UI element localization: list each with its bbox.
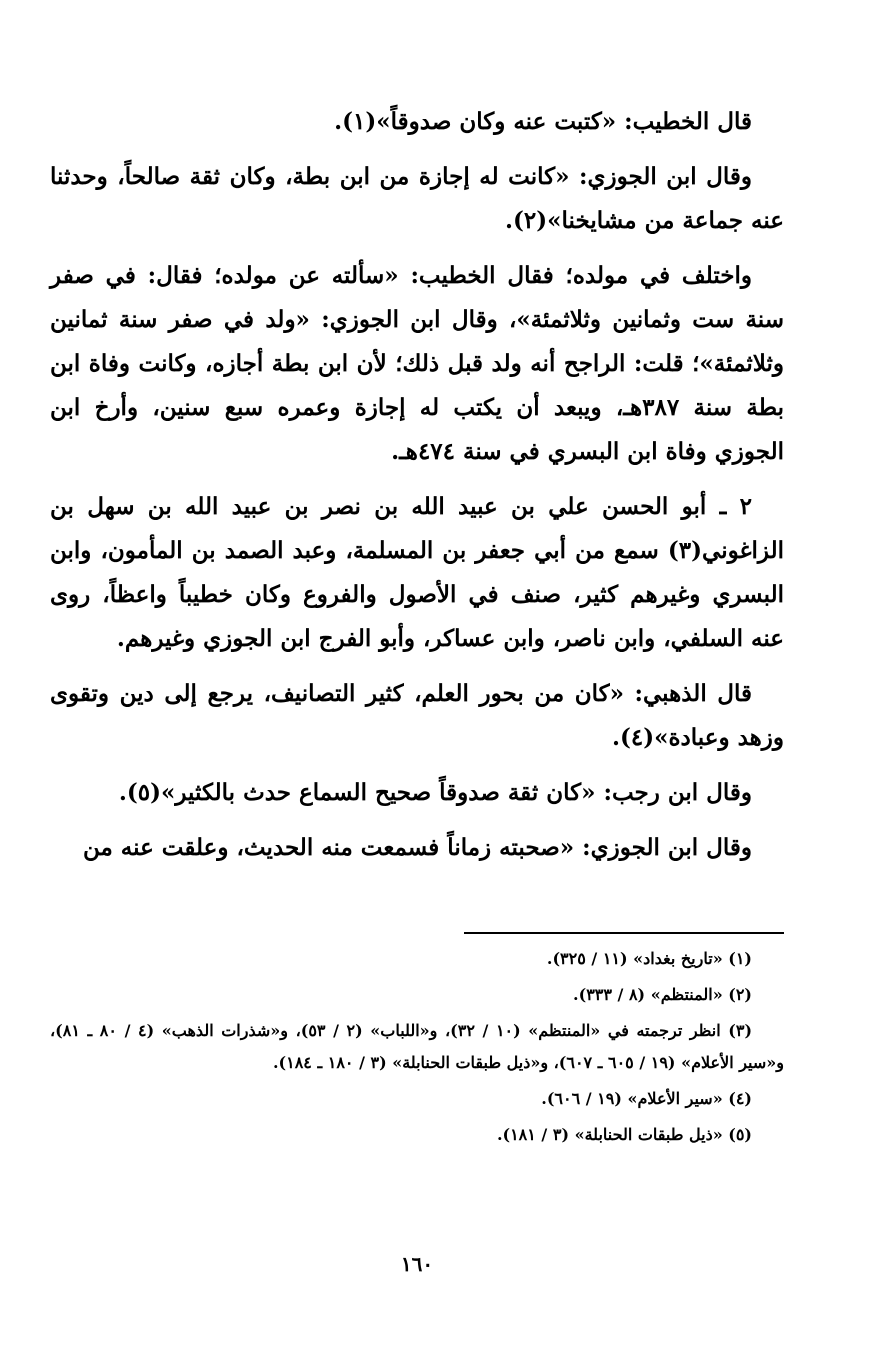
footnote-1: (١) «تاريخ بغداد» (١١ / ٣٢٥). [546, 949, 752, 968]
paragraph-dhahabi-quote: قال الذهبي: «كان من بحور العلم، كثير التصانيف، يرجع إلى دين وتقوى وزهد وعبادة»(٤). [50, 680, 784, 751]
paragraph-ibn-jawzi-quote: وقال ابن الجوزي: «كانت له إجازة من ابن بطة، وكان ثقة صالحاً، وحدثنا عنه جماعة من مشايخنا»(٢). [50, 163, 784, 234]
footnote-4: (٤) «سير الأعلام» (١٩ / ٦٠٦). [541, 1089, 752, 1108]
paragraph-birth-dispute: واختلف في مولده؛ فقال الخطيب: «سألته عن مولده؛ فقال: في صفر سنة ست وثمانين وثلاثمئة»، وقال ابن الجوزي: «ولد في صفر سنة ثمانين وثلاثمئة»؛ قلت: الراجح أنه ولد قبل ذلك؛ لأن ابن بطة أجازه، وكانت وفاة ابن بطة سنة ٣٨٧هـ، ويبعد أن يكتب له إجازة وعمره سبع سنين، وأرخ ابن الجوزي وفاة ابن البسري في سنة ٤٧٤هـ. [50, 262, 784, 465]
paragraph-zaghouni-entry: ٢ ـ أبو الحسن علي بن عبيد الله بن نصر بن عبيد الله بن سهل بن الزاغوني(٣) سمع من أبي جعفر بن المسلمة، وعبد الصمد بن المأمون، وابن البسري وغيرهم كثير، صنف في الأصول والفروع وكان خطيباً واعظاً، روى عنه السلفي، وابن ناصر، وابن عساكر، وأبو الفرج ابن الجوزي وغيرهم. [50, 493, 784, 652]
footnote-3: (٣) انظر ترجمته في «المنتظم» (١٠ / ٣٢)، و«اللباب» (٢ / ٥٣)، و«شذرات الذهب» (٤ / ٨٠ ـ ٨١)، و«سير الأعلام» (١٩ / ٦٠٥ ـ ٦٠٧)، و«ذيل طبقات الحنابلة» (٣ / ١٨٠ ـ ١٨٤). [50, 1021, 784, 1072]
book-page [50, 100, 784, 1340]
paragraph-khatib-quote: قال الخطيب: «كتبت عنه وكان صدوقاً»(١). [334, 108, 752, 135]
paragraph-ibn-rajab-quote: وقال ابن رجب: «كان ثقة صدوقاً صحيح السماع حدث بالكثير»(٥). [118, 779, 752, 806]
footnote-divider [464, 932, 784, 934]
footnotes [50, 943, 784, 1155]
paragraph-ibn-jawzi-companion: وقال ابن الجوزي: «صحبته زماناً فسمعت منه الحديث، وعلقت عنه من [82, 834, 752, 861]
footnote-2: (٢) «المنتظم» (٨ / ٣٣٣). [573, 985, 752, 1004]
footnote-5: (٥) «ذيل طبقات الحنابلة» (٣ / ١٨١). [496, 1125, 752, 1144]
page-number: ١٦٠ [400, 1252, 434, 1276]
